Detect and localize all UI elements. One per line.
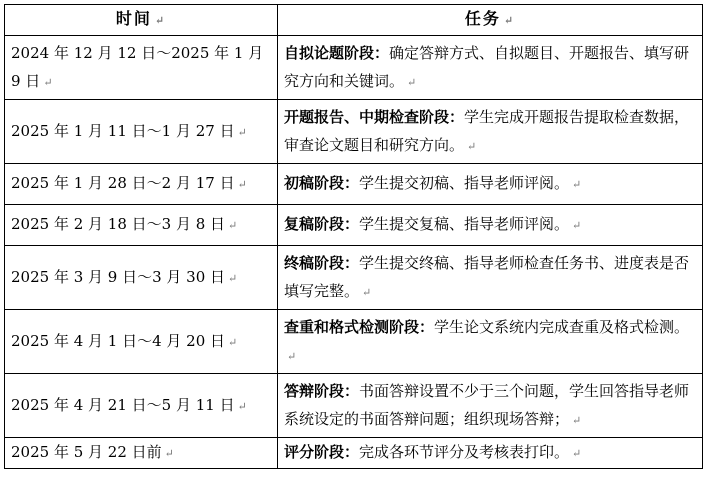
table-row: [5, 100, 703, 164]
task-cell: [278, 310, 703, 374]
time-cell: 2025 年 2 月 18 日～3 月 8 日 ↵: [5, 205, 278, 246]
time-cell: 2025 年 5 月 22 日前 ↵: [5, 438, 278, 469]
paragraph-mark-icon: ↵: [467, 139, 477, 153]
time-cell: 2025 年 3 月 9 日～3 月 30 日 ↵: [5, 246, 278, 310]
schedule-table: [4, 4, 703, 469]
table-row: [5, 205, 703, 246]
paragraph-mark-icon: ↵: [572, 178, 582, 191]
task-cell: [278, 438, 703, 469]
task-cell: [278, 205, 703, 246]
task-cell: [278, 374, 703, 438]
paragraph-mark-icon: ↵: [237, 125, 247, 139]
paragraph-mark-icon: ↵: [407, 75, 417, 89]
header-row: [5, 5, 703, 36]
paragraph-mark-icon: ↵: [154, 14, 167, 27]
time-cell: 2025 年 4 月 21 日～5 月 11 日 ↵: [5, 374, 278, 438]
paragraph-mark-icon: ↵: [237, 399, 247, 413]
paragraph-mark-icon: ↵: [228, 219, 238, 232]
table-row: [5, 164, 703, 205]
paragraph-mark-icon: ↵: [43, 75, 53, 89]
header-time: 时间 ↵: [5, 5, 278, 36]
stage-description: 学生提交初稿、指导老师评阅。: [359, 174, 570, 192]
paragraph-mark-icon: ↵: [572, 219, 582, 232]
paragraph-mark-icon: ↵: [362, 285, 372, 299]
paragraph-mark-icon: ↵: [164, 447, 174, 460]
stage-description: 书面答辩设置不少于三个问题，学生回答指导老师系统设定的书面答辩问题；组织现场答辩；: [284, 381, 690, 428]
stage-label: 复稿阶段：: [284, 215, 360, 233]
table-row: [5, 246, 703, 310]
table-row: [5, 36, 703, 100]
time-cell: 2025 年 4 月 1 日～4 月 20 日 ↵: [5, 310, 278, 374]
stage-label: 初稿阶段：: [284, 174, 360, 192]
stage-label: 自拟论题阶段：: [284, 43, 390, 62]
paragraph-mark-icon: ↵: [503, 14, 516, 27]
task-cell: [278, 246, 703, 310]
stage-description: 完成各环节评分及考核表打印。: [359, 443, 570, 461]
paragraph-mark-icon: ↵: [572, 413, 582, 427]
stage-description: 学生提交终稿、指导老师检查任务书、进度表是否 填写完整。: [284, 253, 690, 300]
task-cell: [278, 100, 703, 164]
stage-label: 查重和格式检测阶段：: [284, 317, 435, 336]
paragraph-mark-icon: ↵: [228, 335, 238, 349]
stage-label: 开题报告、中期检查阶段：: [284, 107, 465, 126]
paragraph-mark-icon: ↵: [287, 349, 297, 363]
time-cell: 2025 年 1 月 11 日～1 月 27 日 ↵: [5, 100, 278, 164]
header-task: 任务 ↵: [278, 5, 703, 36]
task-cell: [278, 164, 703, 205]
table-row: [5, 374, 703, 438]
time-cell: 2024 年 12 月 12 日～2025 年 1 月 9 日 ↵: [5, 36, 278, 100]
stage-description: 学生完成开题报告提取检查数据，审查论文题目和研究方向。: [284, 107, 690, 154]
stage-label: 终稿阶段：: [284, 253, 360, 272]
stage-label: 答辩阶段：: [284, 381, 360, 400]
time-cell: 2025 年 1 月 28 日～2 月 17 日 ↵: [5, 164, 278, 205]
table-row: [5, 438, 703, 469]
paragraph-mark-icon: ↵: [572, 447, 582, 460]
table-row: [5, 310, 703, 374]
stage-description: 学生论文系统内完成查重及格式检测。: [434, 317, 690, 336]
paragraph-mark-icon: ↵: [228, 271, 238, 285]
task-cell: [278, 36, 703, 100]
stage-description: 确定答辩方式、自拟题目、开题报告、填写研究方向和关键词。: [284, 43, 690, 90]
stage-description: 学生提交复稿、指导老师评阅。: [359, 215, 570, 233]
paragraph-mark-icon: ↵: [237, 178, 247, 191]
stage-label: 评分阶段：: [284, 443, 360, 461]
